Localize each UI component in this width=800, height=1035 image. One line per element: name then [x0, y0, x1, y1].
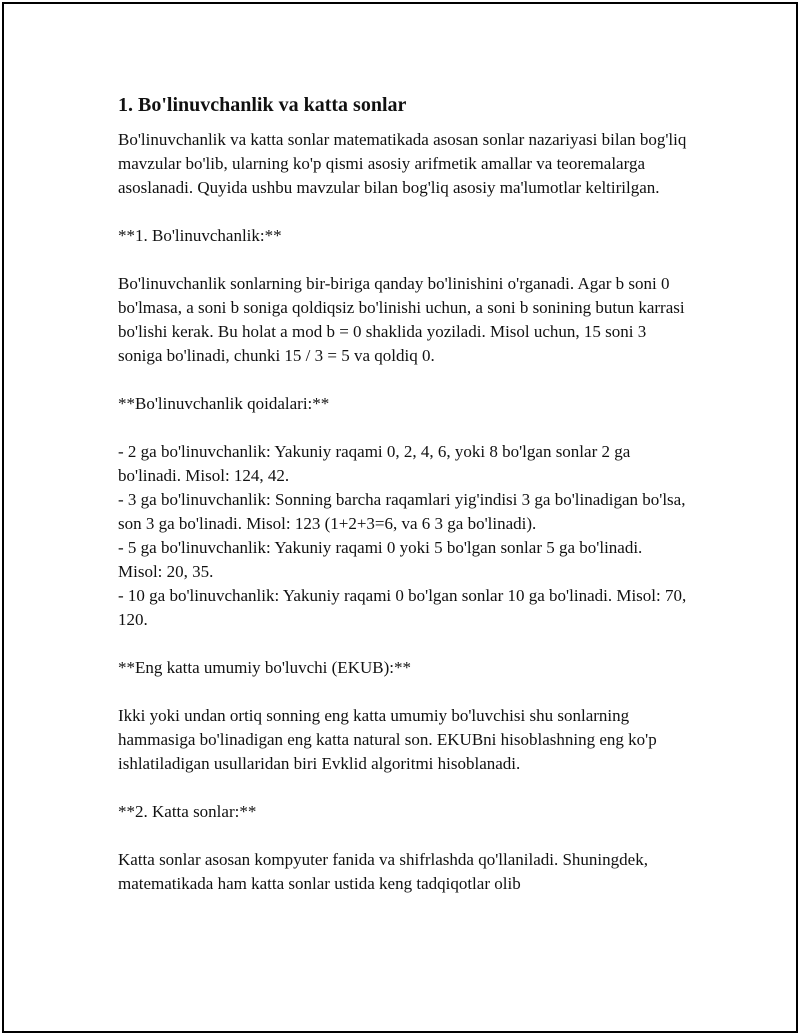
paragraph-gap [118, 632, 688, 656]
rule-item-10: - 10 ga bo'linuvchanlik: Yakuniy raqami 0 bo'lgan sonlar 10 ga bo'linadi. Misol: 70, 120. [118, 586, 687, 629]
paragraph-gap [118, 416, 688, 440]
paragraph-gap [118, 824, 688, 848]
subheading-rules: **Bo'linuvchanlik qoidalari:** [118, 394, 330, 413]
section-heading: 1. Bo'linuvchanlik va katta sonlar [118, 94, 407, 116]
paragraph-gap [118, 680, 688, 704]
gcd-paragraph: Ikki yoki undan ortiq sonning eng katta umumiy bo'luvchisi shu sonlarning hammasiga bo'linadigan eng katta natural son. EKUBni hisoblashning eng ko'p ishlatiladigan usullaridan biri Evklid algoritmi hisoblanadi. [118, 706, 657, 773]
paragraph-gap [118, 368, 688, 392]
large-numbers-paragraph: Katta sonlar asosan kompyuter fanida va shifrlashda qo'llaniladi. Shuningdek, matematikada ham katta sonlar ustida keng tadqiqotlar olib [118, 850, 648, 893]
paragraph-gap [118, 248, 688, 272]
paragraph-gap [118, 776, 688, 800]
paragraph-gap [118, 200, 688, 224]
rule-item-5: - 5 ga bo'linuvchanlik: Yakuniy raqami 0 yoki 5 bo'lgan sonlar 5 ga bo'linadi. Misol: 20, 35. [118, 538, 643, 581]
subheading-divisibility: **1. Bo'linuvchanlik:** [118, 226, 282, 245]
document-body [118, 92, 688, 896]
intro-paragraph: Bo'linuvchanlik va katta sonlar matematikada asosan sonlar nazariyasi bilan bog'liq mavzular bo'lib, ularning ko'p qismi asosiy arifmetik amallar va teoremalarga asoslanadi. Quyida ushbu mavzular bilan bog'liq asosiy ma'lumotlar keltirilgan. [118, 130, 687, 197]
divisibility-paragraph: Bo'linuvchanlik sonlarning bir-biriga qanday bo'linishini o'rganadi. Agar b soni 0 bo'lmasa, a soni b soniga qoldiqsiz bo'linishi uchun, a soni b sonining butun karrasi bo'lishi kerak. Bu holat a mod b = 0 shaklida yoziladi. Misol uchun, 15 soni 3 soniga bo'linadi, chunki 15 / 3 = 5 va qoldiq 0. [118, 274, 685, 365]
subheading-large-numbers: **2. Katta sonlar:** [118, 802, 257, 821]
subheading-gcd: **Eng katta umumiy bo'luvchi (EKUB):** [118, 658, 411, 677]
rule-item-3: - 3 ga bo'linuvchanlik: Sonning barcha raqamlari yig'indisi 3 ga bo'linadigan bo'lsa, son 3 ga bo'linadi. Misol: 123 (1+2+3=6, va 6 3 ga bo'linadi). [118, 490, 686, 533]
rule-item-2: - 2 ga bo'linuvchanlik: Yakuniy raqami 0, 2, 4, 6, yoki 8 bo'lgan sonlar 2 ga bo'linadi. Misol: 124, 42. [118, 442, 631, 485]
